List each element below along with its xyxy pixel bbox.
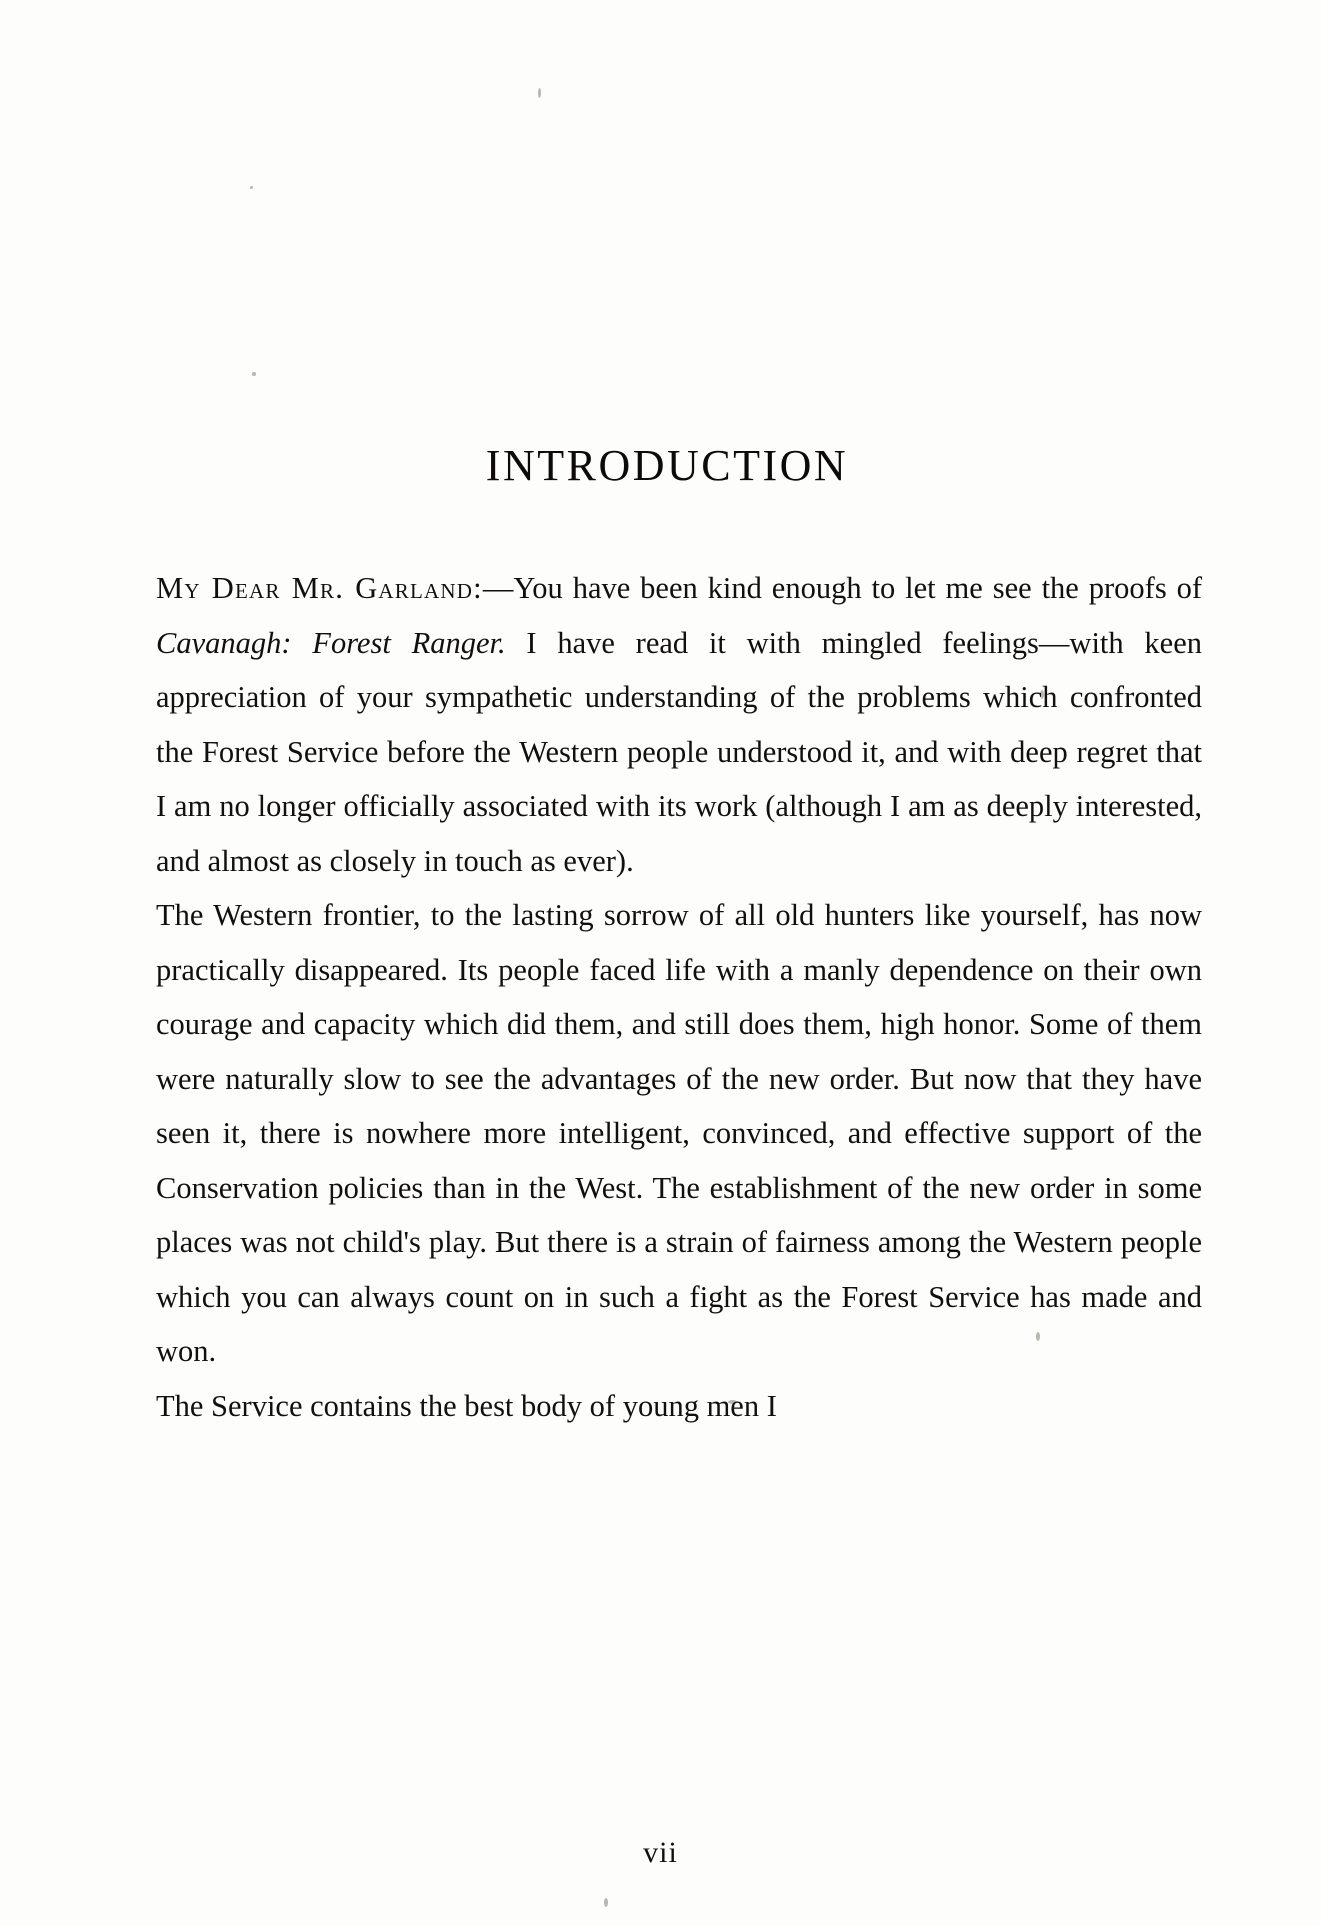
- page-title: INTRODUCTION: [485, 441, 849, 490]
- page-number: vii: [643, 1836, 678, 1869]
- paragraph-1-text-after-title: I have read it with mingled feelings—with keen appreciation of your sympathetic understanding of the problems which confronted the Forest Service before the Western people understood it, and with deep regret that I am no longer officially associated with its work (although I am as deeply interested, and almost as closely in touch as ever).: [156, 625, 1202, 878]
- paragraph-1: [122, 561, 1202, 888]
- paragraph-2: The Western frontier, to the lasting sorrow of all old hunters like yourself, has now practically disappeared. Its people faced life with a manly dependence on their own courage and capacity which did them, and still does them, high honor. Some of them were naturally slow to see the advantages of the new order. But now that they have seen it, there is nowhere more intelligent, convinced, and effective support of the Conservation policies than in the West. The establishment of the new order in some places was not child's play. But there is a strain of fairness among the Western people which you can always count on in such a fight as the Forest Service has made and won.: [156, 898, 1202, 1368]
- scan-speck: [604, 1898, 608, 1907]
- letter-salutation: My Dear Mr. Garland:: [156, 571, 483, 605]
- scan-speck: [538, 88, 541, 98]
- referenced-book-title: Cavanagh: Forest Ranger.: [156, 625, 506, 660]
- paragraph-3: The Service contains the best body of young men I: [156, 1388, 777, 1423]
- salutation-dash: —: [482, 571, 514, 605]
- scan-speck: [252, 372, 256, 376]
- body-text-column: [122, 440, 1202, 1433]
- paragraph-1-text-before-title: You have been kind enough to let me see the proofs of: [513, 571, 1203, 605]
- scan-speck: [250, 186, 253, 189]
